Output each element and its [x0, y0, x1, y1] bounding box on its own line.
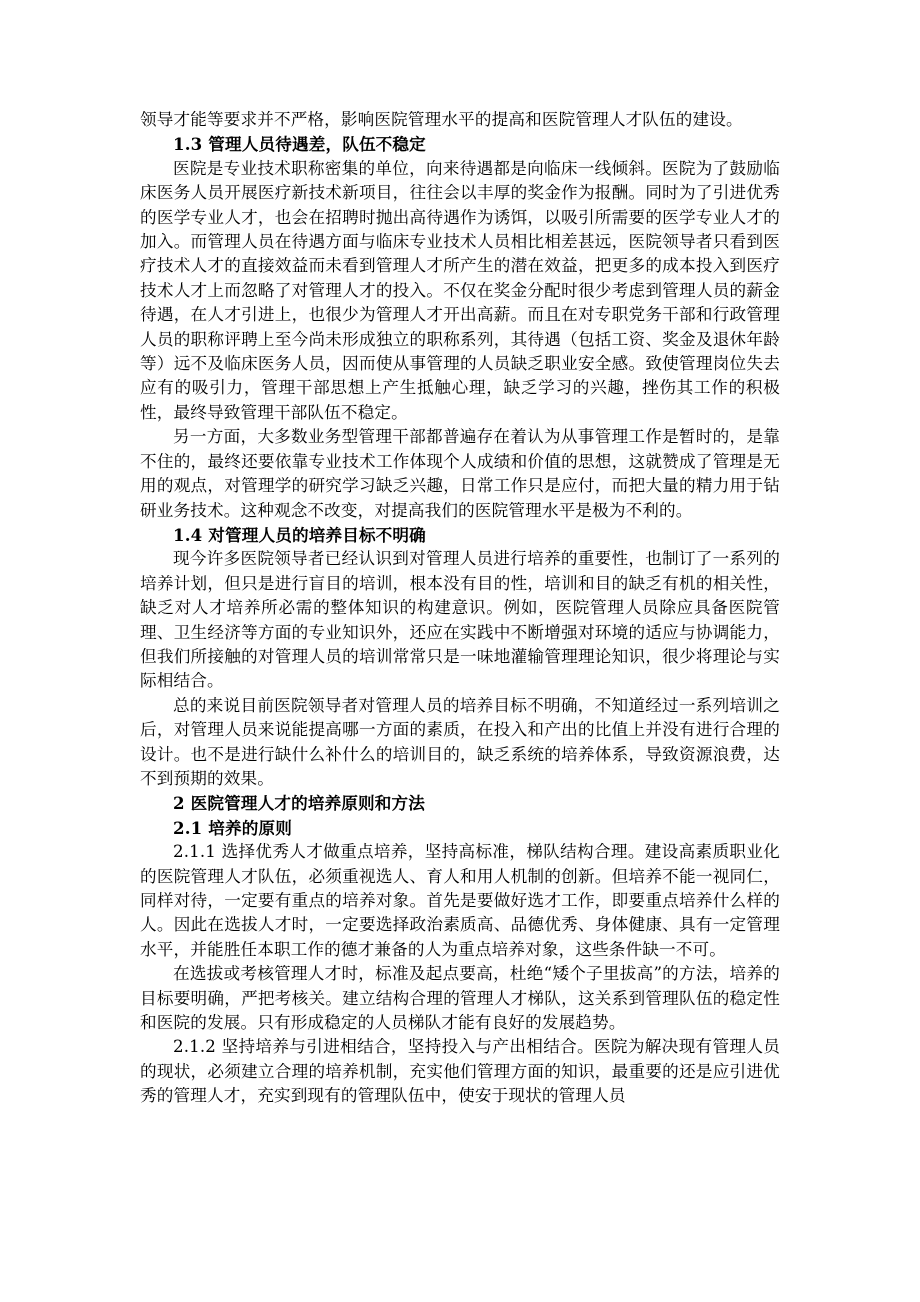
paragraph: 现今许多医院领导者已经认识到对管理人员进行培养的重要性，也制订了一系列的培养计划，但只是进行盲目的培训，根本没有目的性，培训和目的缺乏有机的相关性，缺乏对人才培养所必需的整体知识的构建意识。例如，医院管理人员除应具备医院管理、卫生经济等方面的专业知识外，还应在实践中不断增强对环境的适应与协调能力，但我们所接触的对管理人员的培训常常只是一味地灌输管理理论知识，很少将理论与实际相结合。	[140, 549, 780, 691]
paragraph: 医院是专业技术职称密集的单位，向来待遇都是向临床一线倾斜。医院为了鼓励临床医务人员开展医疗新技术新项目，往往会以丰厚的奖金作为报酬。同时为了引进优秀的医学专业人才，也会在招聘时抛出高待遇作为诱饵，以吸引所需要的医学专业人才的加入。而管理人员在待遇方面与临床专业技术人员相比相差甚远，医院领导者只看到医疗技术人才的直接效益而未看到管理人才所产生的潜在效益，把更多的成本投入到医疗技术人才上而忽略了对管理人才的投入。不仅在奖金分配时很少考虑到管理人员的薪金待遇，在人才引进上，也很少为管理人才开出高薪。而且在对专职党务干部和行政管理人员的职称评聘上至今尚未形成独立的职称系列，其待遇（包括工资、奖金及退休年龄等）远不及临床医务人员，因而使从事管理的人员缺乏职业安全感。致使管理岗位失去应有的吸引力，管理干部思想上产生抵触心理，缺乏学习的兴趣，挫伤其工作的积极性，最终导致管理干部队伍不稳定。	[140, 158, 780, 422]
document-page	[140, 108, 780, 1109]
section-heading-2: 2 医院管理人才的培养原则和方法	[173, 793, 426, 814]
paragraph-continued: 领导才能等要求并不严格，影响医院管理水平的提高和医院管理人才队伍的建设。	[140, 110, 743, 129]
paragraph: 总的来说目前医院领导者对管理人员的培养目标不明确，不知道经过一系列培训之后，对管理人员来说能提高哪一方面的素质，在投入和产出的比值上并没有进行合理的设计。也不是进行缺什么补什么的培训目的，缺乏系统的培养体系，导致资源浪费，达不到预期的效果。	[140, 695, 780, 788]
section-heading-2-1: 2.1 培养的原则	[173, 817, 292, 838]
section-heading-1-4: 1.4 对管理人员的培养目标不明确	[173, 524, 426, 545]
section-heading-1-3: 1.3 管理人员待遇差，队伍不稳定	[173, 134, 426, 155]
paragraph: 在选拔或考核管理人才时，标准及起点要高，杜绝“矮个子里拔高”的方法，培养的目标要明确，严把考核关。建立结构合理的管理人才梯队，这关系到管理队伍的稳定性和医院的发展。只有形成稳定的人员梯队才能有良好的发展趋势。	[140, 964, 780, 1033]
paragraph: 另一方面，大多数业务型管理干部都普遍存在着认为从事管理工作是暂时的，是靠不住的，最终还要依靠专业技术工作体现个人成绩和价值的思想，这就赞成了管理是无用的观点，对管理学的研究学习缺乏兴趣，日常工作只是应付，而把大量的精力用于钻研业务技术。这种观念不改变，对提高我们的医院管理水平是极为不利的。	[140, 427, 780, 520]
paragraph: 2.1.2 坚持培养与引进相结合，坚持投入与产出相结合。医院为解决现有管理人员的现状，必须建立合理的培养机制，充实他们管理方面的知识，最重要的还是应引进优秀的管理人才，充实到现有的管理队伍中，使安于现状的管理人员	[140, 1037, 780, 1106]
paragraph: 2.1.1 选择优秀人才做重点培养，坚持高标准，梯队结构合理。建设高素质职业化的医院管理人才队伍，必须重视选人、育人和用人机制的创新。但培养不能一视同仁，同样对待，一定要有重点的培养对象。首先是要做好选才工作，即要重点培养什么样的人。因此在选拔人才时，一定要选择政治素质高、品德优秀、身体健康、具有一定管理水平，并能胜任本职工作的德才兼备的人为重点培养对象，这些条件缺一不可。	[140, 842, 780, 959]
